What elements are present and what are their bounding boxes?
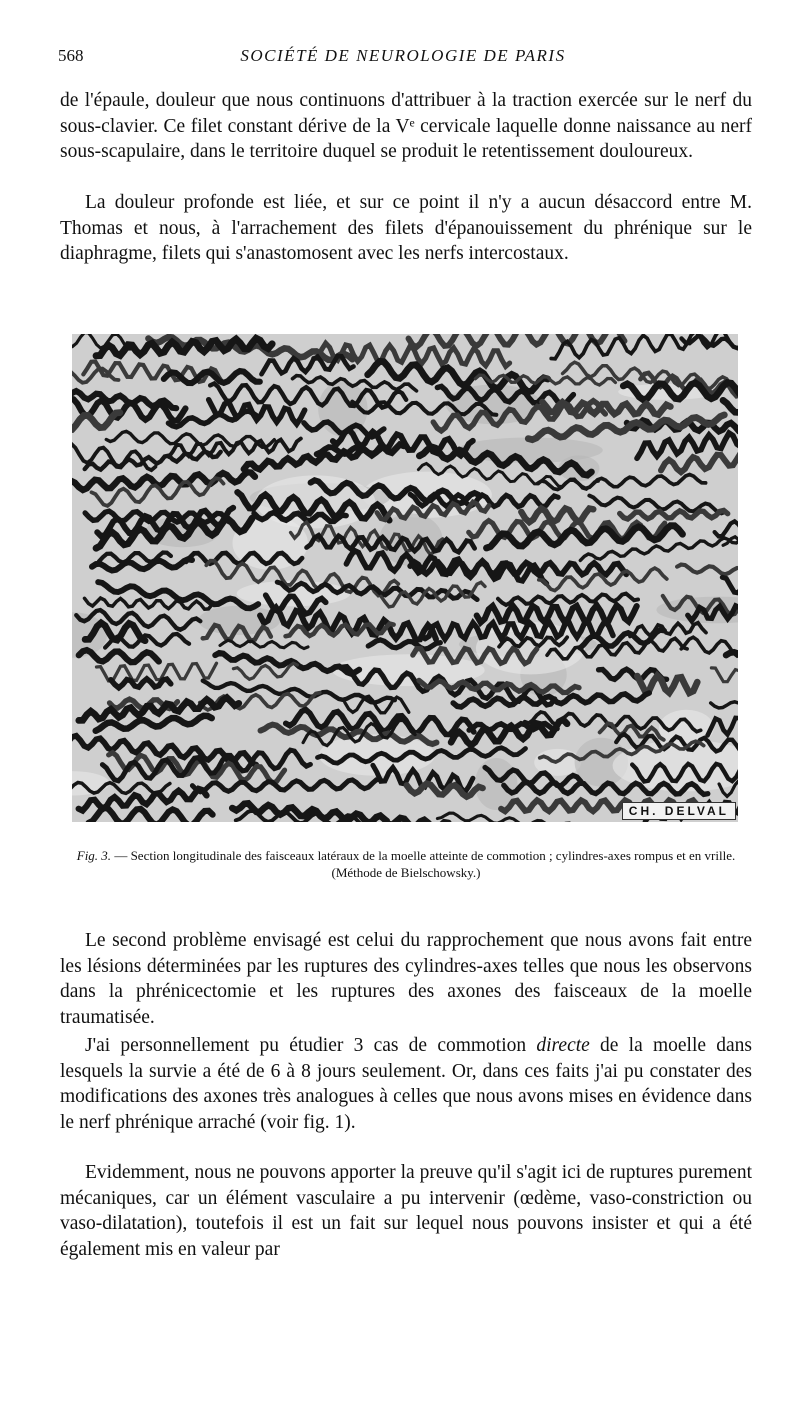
paragraph-4-start: J'ai personnellement pu étudier 3 cas de commotion <box>85 1035 537 1056</box>
paragraph-4 <box>60 1033 752 1135</box>
paragraph-4-end: de la moelle dans lesquels la survie a été de 6 à 8 jours seulement. Or, dans ces faits j'ai pu constater des modifications des axones très analogues à celles que nous avons mises en évidence dans le nerf phrénique arraché (voir fig. 1). <box>60 1035 752 1133</box>
paragraph-1: de l'épaule, douleur que nous continuons d'attribuer à la traction exercée sur le nerf du sous-clavier. Ce filet constant dérive de la Vᵉ cervicale laquelle donne naissance au nerf sous-scapulaire, dans le territoire duquel se produit le retentissement douloureux. <box>60 90 752 163</box>
micrograph-shade <box>237 581 351 606</box>
photo-credit: CH. DELVAL <box>622 802 736 820</box>
caption-text: — Section longitudinale des faisceaux latéraux de la moelle atteinte de commotion ; cylindres-axes rompus et en vrille. (Méthode de Bielschowsky.) <box>111 848 736 880</box>
paragraph-5: Evidemment, nous ne pouvons apporter la preuve qu'il s'agit ici de ruptures purement mécaniques, car un élément vasculaire a pu intervenir (œdème, vaso-constriction ou vaso-dilatation), toutefois il est un fait sur lequel nous pouvons insister et qui a été également mis en valeur par <box>60 1162 752 1260</box>
running-title: SOCIÉTÉ DE NEUROLOGIE DE PARIS <box>240 46 566 65</box>
micrograph-image <box>72 334 738 822</box>
figure-caption <box>60 847 752 881</box>
page-number: 568 <box>58 46 84 65</box>
paragraph-4-italic: directe <box>536 1035 590 1056</box>
paragraph-3: Le second problème envisagé est celui du rapprochement que nous avons fait entre les lésions déterminées par les ruptures des cylindres-axes telles que nous les observons dans la phrénicectomie et les ruptures des axones des faisceaux de la moelle traumatisée. <box>60 930 752 1028</box>
paragraph-2: La douleur profonde est liée, et sur ce point il n'y a aucun désaccord entre M. Thomas et nous, à l'arrachement des filets d'épanouissement du phrénique sur le diaphragme, filets qui s'anastomosent avec les nerfs intercostaux. <box>60 192 752 265</box>
micrograph-figure <box>72 334 738 822</box>
page-header <box>58 46 748 76</box>
caption-label: Fig. 3. <box>76 848 112 863</box>
